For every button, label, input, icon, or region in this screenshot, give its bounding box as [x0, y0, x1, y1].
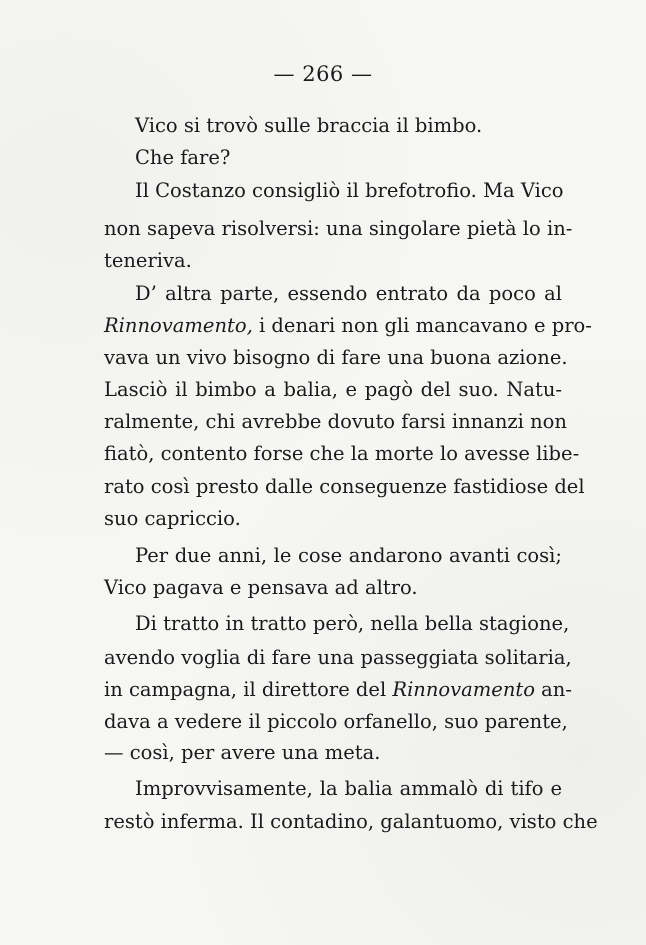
text-line: Improvvisamente, la balia ammalò di tifo e	[135, 777, 562, 800]
italic-title: Rinnovamento	[392, 678, 535, 701]
text-line: Di tratto in tratto però, nella bella stagione,	[135, 612, 570, 635]
text-line	[104, 674, 572, 706]
text-fragment: in campagna, il direttore del	[104, 678, 393, 701]
text-fragment: an-	[534, 678, 572, 701]
text-line: Lasciò il bimbo a balia, e pagò del suo. Natu-	[104, 378, 562, 401]
text-line	[104, 310, 592, 342]
text-line: dava a vedere il piccolo orfanello, suo parente,	[104, 710, 568, 733]
text-line: Il Costanzo consigliò il brefotrofio. Ma Vico	[135, 179, 564, 202]
text-line: Per due anni, le cose andarono avanti così;	[135, 544, 562, 567]
text-line: restò inferma. Il contadino, galantuomo, visto che	[104, 810, 598, 833]
text-line: Che fare?	[135, 146, 231, 169]
text-line: Vico si trovò sulle braccia il bimbo.	[135, 114, 483, 137]
text-line: non sapeva risolversi: una singolare pietà lo in-	[104, 217, 573, 240]
text-line: teneriva.	[104, 249, 192, 272]
text-line: ralmente, chi avrebbe dovuto farsi innanzi non	[104, 410, 567, 433]
text-line: rato così presto dalle conseguenze fastidiose del	[104, 475, 585, 498]
text-line: vava un vivo bisogno di fare una buona azione.	[104, 346, 568, 369]
text-line: D’ altra parte, essendo entrato da poco al	[135, 282, 562, 305]
text-line: — così, per avere una meta.	[104, 741, 381, 764]
text-line: Vico pagava e pensava ad altro.	[104, 576, 418, 599]
text-line: suo capriccio.	[104, 507, 241, 530]
text-fragment: i denari non gli mancavano e pro-	[252, 314, 592, 337]
text-line: avendo voglia di fare una passeggiata solitaria,	[104, 646, 572, 669]
page-number: — 266 —	[273, 62, 373, 86]
text-line: fiatò, contento forse che la morte lo avesse libe-	[104, 442, 580, 465]
italic-title: Rinnovamento,	[104, 314, 253, 337]
